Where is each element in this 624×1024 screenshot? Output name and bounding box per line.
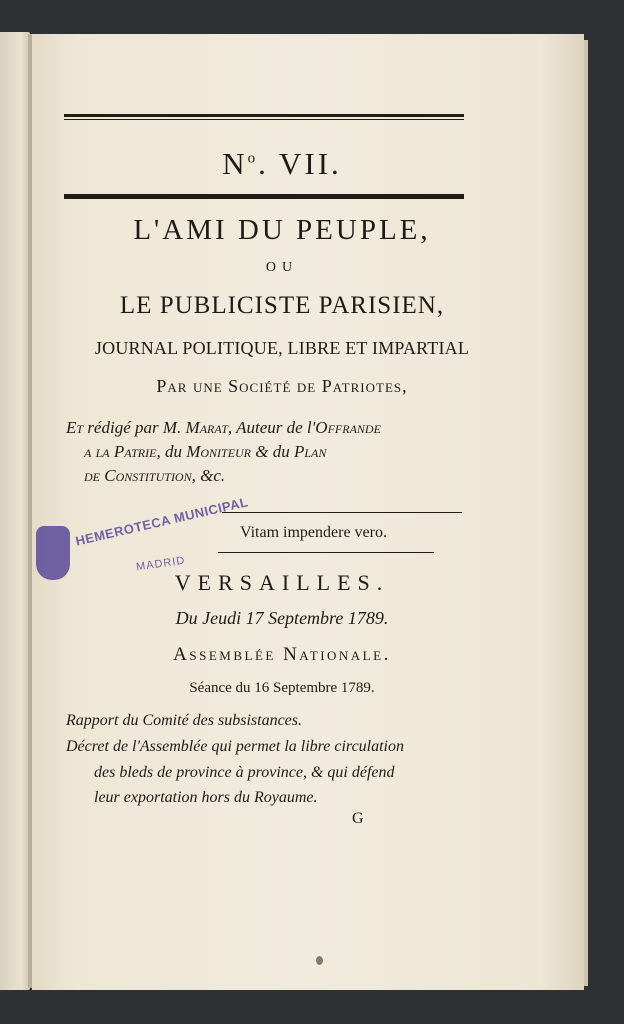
previous-page-edge: [0, 32, 30, 990]
summary-line-1: Rapport du Comité des subsistances.: [66, 712, 302, 729]
assembly-heading: Assemblée Nationale.: [173, 644, 391, 665]
summary-line-4: leur exportation hors du Royaume.: [94, 789, 318, 806]
ink-spot: [316, 956, 323, 965]
journal-title: L'AMI DU PEUPLE,: [133, 214, 431, 246]
journal-description: JOURNAL POLITIQUE, LIBRE ET IMPARTIAL: [94, 338, 470, 358]
editor-line-3: de Constitution, &c.: [84, 466, 226, 485]
place-heading: VERSAILLES.: [174, 570, 390, 595]
editor-line-2: a la Patrie, du Moniteur & du Plan: [84, 442, 327, 461]
issue-date: Du Jeudi 17 Septembre 1789.: [175, 608, 389, 628]
conjunction-ou: OU: [265, 260, 299, 275]
stamp-city: MADRID: [135, 554, 186, 574]
editor-line-1: Et rédigé par M. Marat, Auteur de l'Offrande: [66, 418, 381, 437]
stamp-text: HEMEROTECA MUNICIPAL: [74, 494, 250, 549]
title-rule: [64, 194, 464, 199]
signature-mark: G: [352, 810, 364, 827]
document-page: [32, 34, 584, 990]
issue-number: $N^o$. VII.: [222, 146, 342, 181]
journal-subtitle: LE PUBLICISTE PARISIEN,: [119, 292, 445, 319]
summary-line-2: Décret de l'Assemblée qui permet la libre circulation: [66, 738, 404, 755]
motto: Vitam impendere vero.: [240, 524, 387, 541]
society-line: Par une Société de Patriotes,: [156, 376, 408, 396]
top-double-rule: [64, 114, 464, 120]
motto-rule-top: [222, 512, 462, 513]
page-edge-shadow: [584, 40, 588, 986]
summary-line-3: des bleds de province à province, & qui défend: [94, 764, 395, 781]
session-date: Séance du 16 Septembre 1789.: [189, 680, 375, 696]
